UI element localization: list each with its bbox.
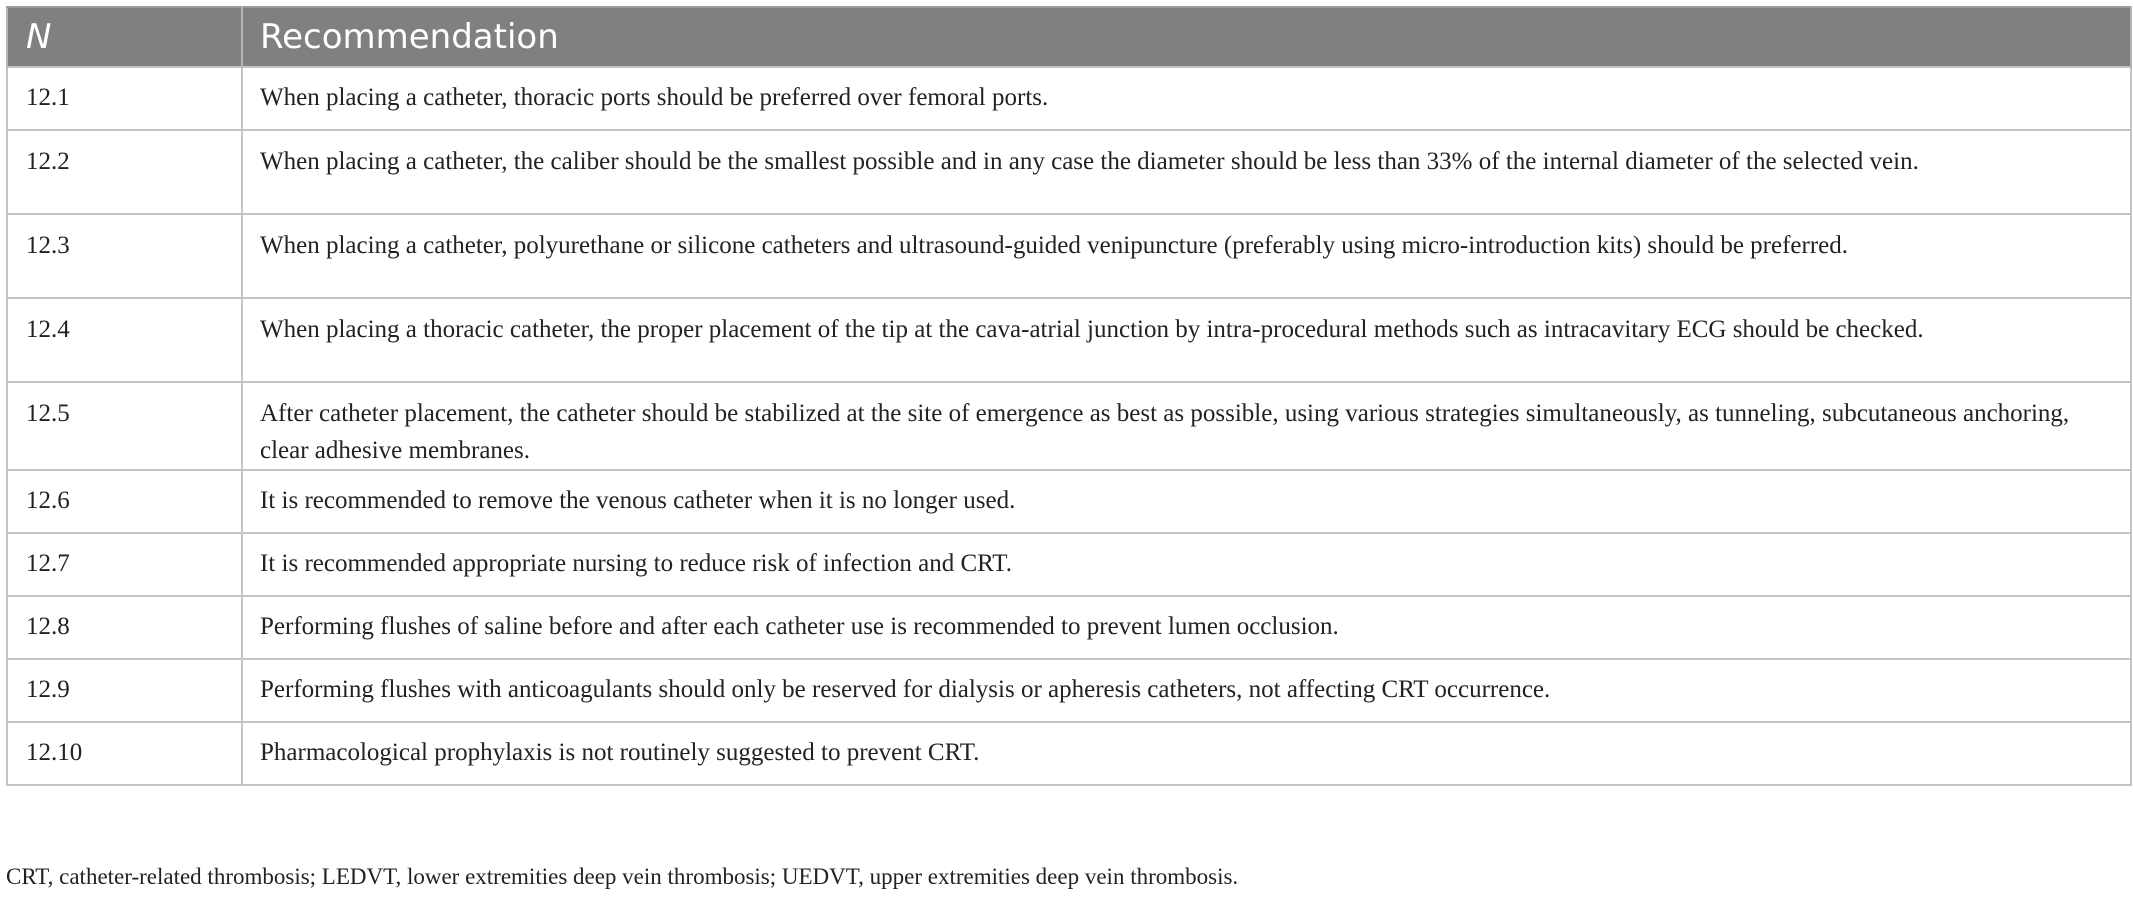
row-number: 12.9: [7, 659, 242, 722]
table-row: [7, 722, 2131, 785]
row-number: 12.6: [7, 470, 242, 533]
row-number: 12.5: [7, 382, 242, 470]
column-header-recommendation: Recommendation: [242, 7, 2131, 67]
row-recommendation: Pharmacological prophylaxis is not routinely suggested to prevent CRT.: [242, 722, 2131, 785]
table-row: [7, 67, 2131, 130]
row-recommendation: It is recommended to remove the venous catheter when it is no longer used.: [242, 470, 2131, 533]
row-recommendation: Performing flushes of saline before and after each catheter use is recommended to prevent lumen occlusion.: [242, 596, 2131, 659]
row-recommendation: When placing a catheter, thoracic ports should be preferred over femoral ports.: [242, 67, 2131, 130]
row-recommendation: When placing a catheter, the caliber should be the smallest possible and in any case the diameter should be less than 33% of the internal diameter of the selected vein.: [242, 130, 2131, 214]
row-number: 12.8: [7, 596, 242, 659]
row-number: 12.4: [7, 298, 242, 382]
recommendations-table-container: [6, 6, 2130, 786]
row-recommendation: When placing a catheter, polyurethane or silicone catheters and ultrasound-guided venipuncture (preferably using micro-introduction kits) should be preferred.: [242, 214, 2131, 298]
header-row: [7, 7, 2131, 67]
row-number: 12.10: [7, 722, 242, 785]
table-row: [7, 298, 2131, 382]
row-number: 12.2: [7, 130, 242, 214]
table-row: [7, 470, 2131, 533]
table-row: [7, 596, 2131, 659]
table-body: [7, 67, 2131, 785]
row-number: 12.3: [7, 214, 242, 298]
row-number: 12.1: [7, 67, 242, 130]
row-number: 12.7: [7, 533, 242, 596]
row-recommendation: Performing flushes with anticoagulants should only be reserved for dialysis or apheresis catheters, not affecting CRT occurrence.: [242, 659, 2131, 722]
table-row: [7, 130, 2131, 214]
recommendations-table: [6, 6, 2132, 786]
row-recommendation: After catheter placement, the catheter should be stabilized at the site of emergence as best as possible, using various strategies simultaneously, as tunneling, subcutaneous anchoring, clear adhesive membranes.: [242, 382, 2131, 470]
table-row: [7, 659, 2131, 722]
table-footnote: CRT, catheter-related thrombosis; LEDVT, lower extremities deep vein thrombosis; UEDVT, upper extremities deep vein thrombosis.: [6, 864, 1239, 889]
table-row: [7, 533, 2131, 596]
row-recommendation: When placing a thoracic catheter, the proper placement of the tip at the cava-atrial junction by intra-procedural methods such as intracavitary ECG should be checked.: [242, 298, 2131, 382]
table-header: [7, 7, 2131, 67]
table-row: [7, 382, 2131, 470]
table-row: [7, 214, 2131, 298]
row-recommendation: It is recommended appropriate nursing to reduce risk of infection and CRT.: [242, 533, 2131, 596]
column-header-n: N: [7, 7, 242, 67]
